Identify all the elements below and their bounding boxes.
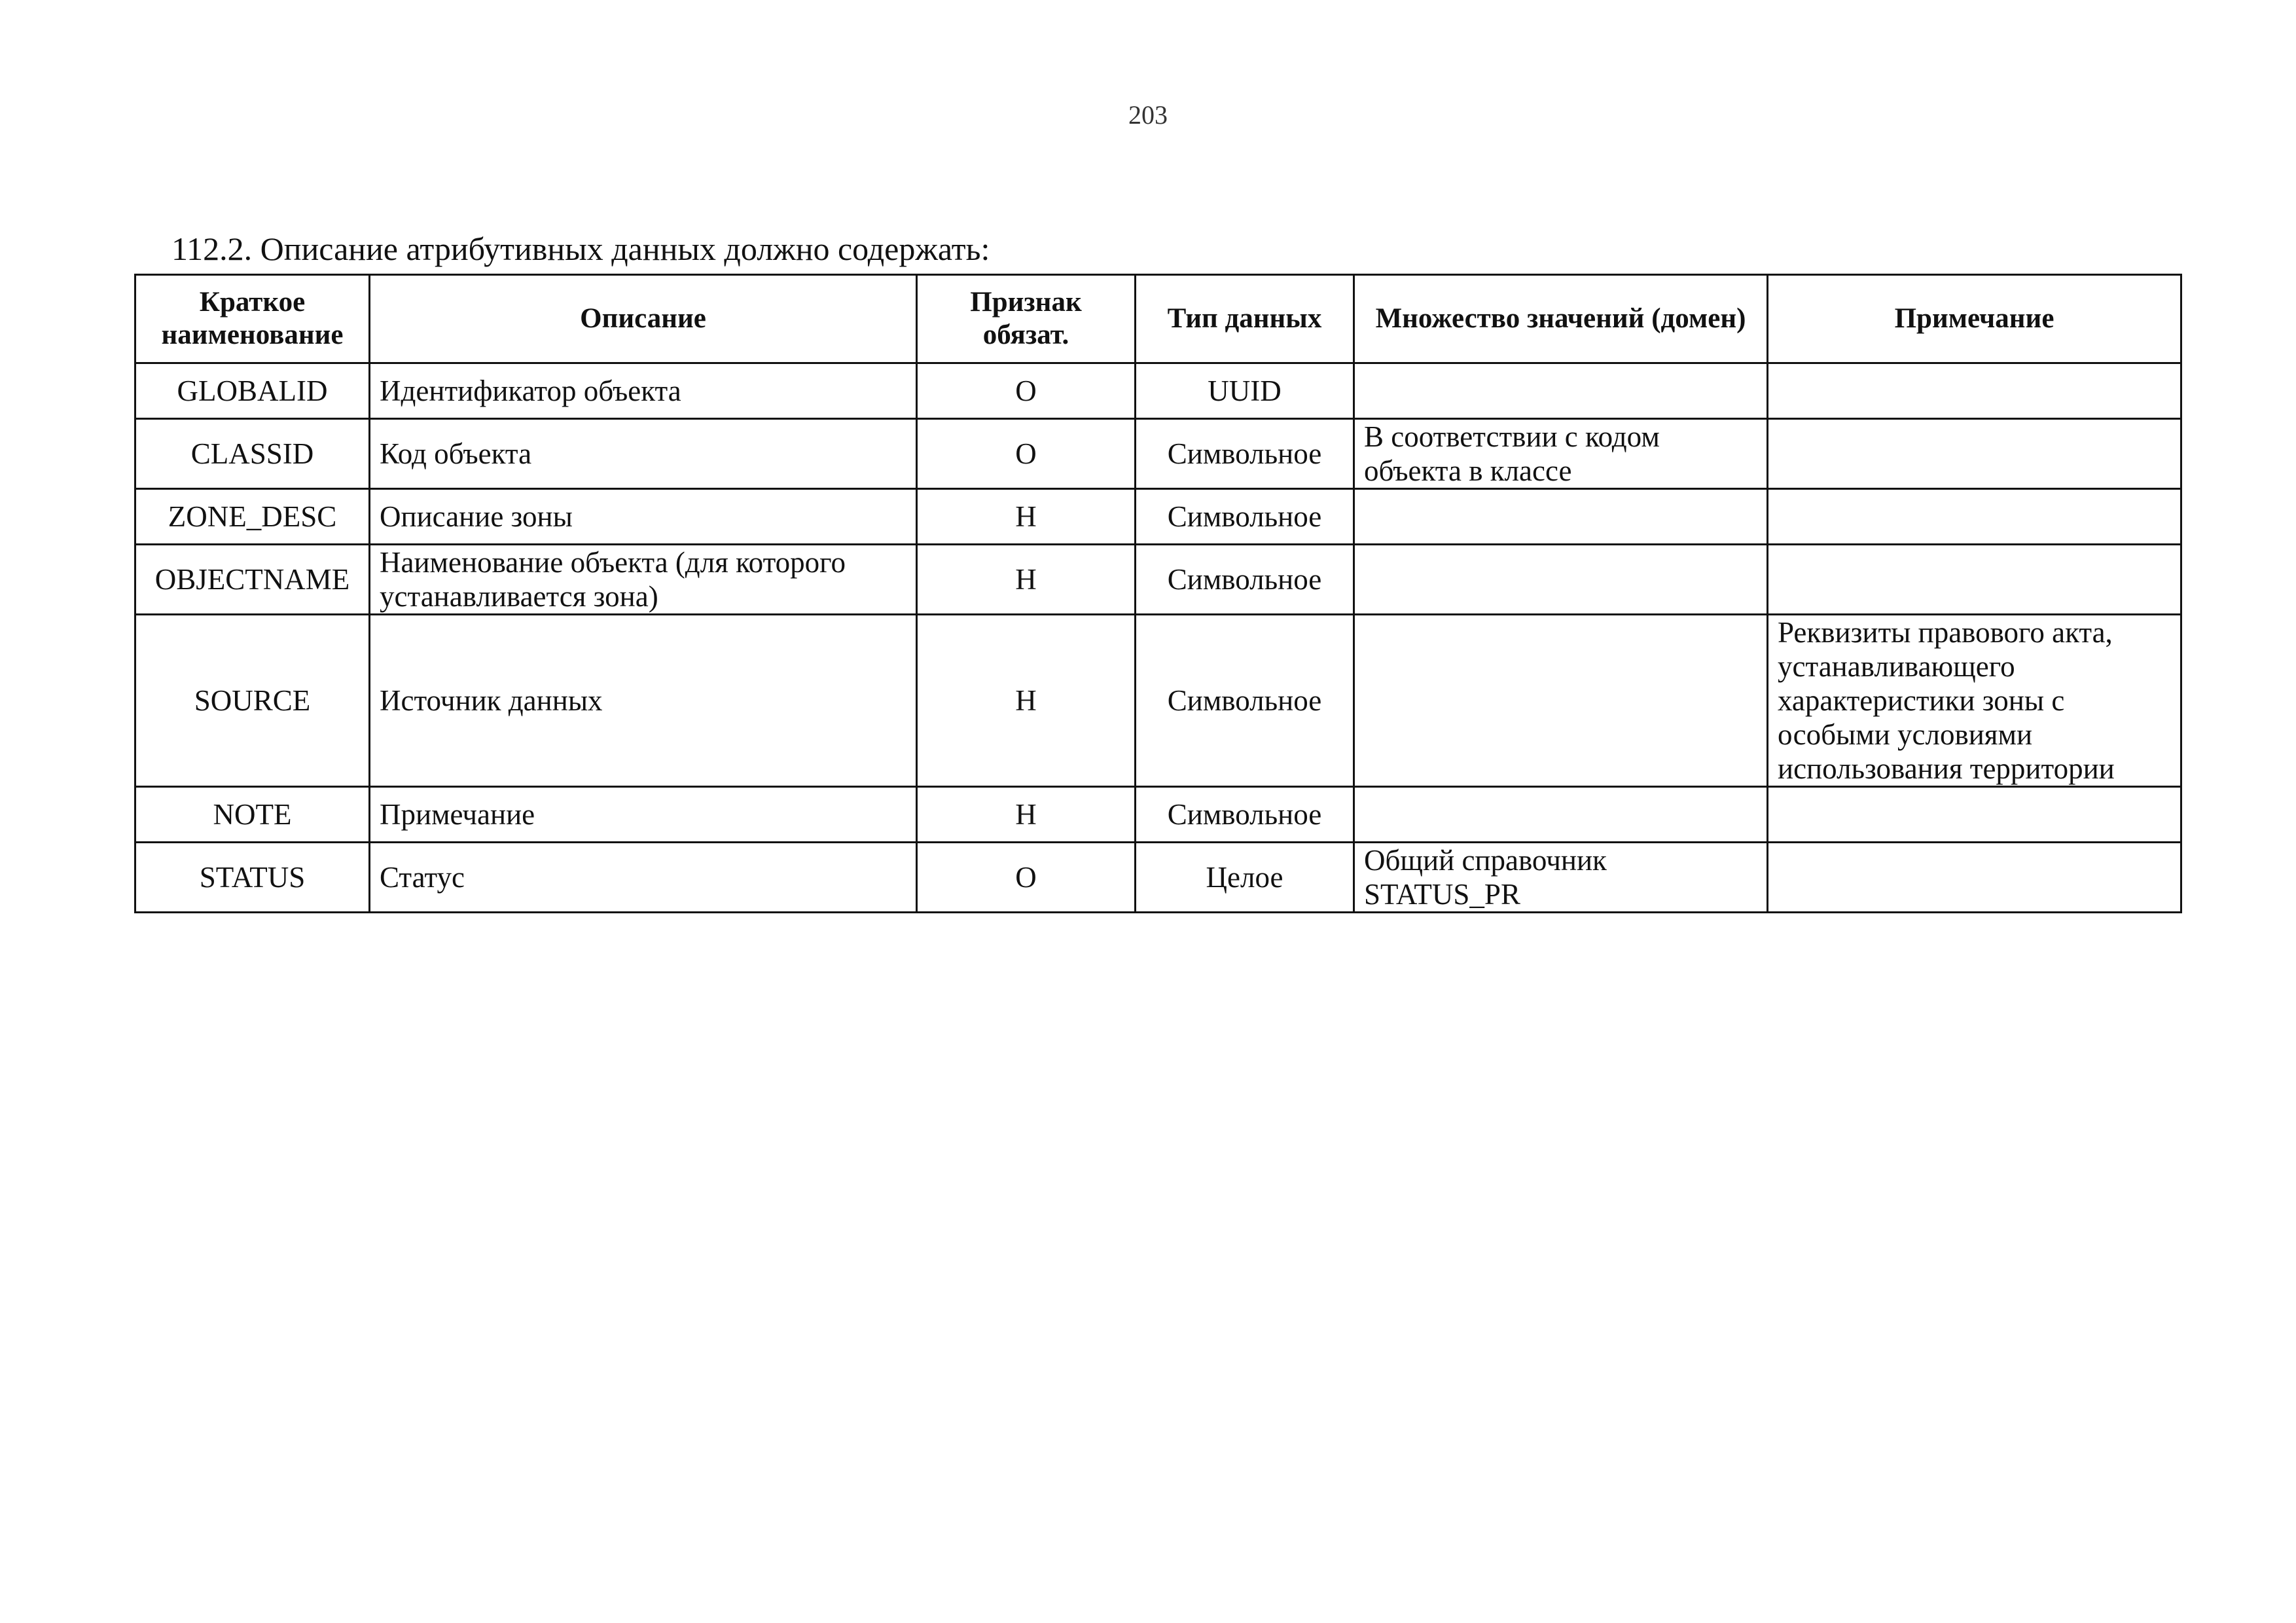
cell-short-name: SOURCE xyxy=(135,615,370,787)
cell-required: Н xyxy=(917,787,1136,843)
header-data-type: Тип данных xyxy=(1136,275,1354,363)
cell-description: Идентификатор объекта xyxy=(370,363,917,419)
cell-short-name: GLOBALID xyxy=(135,363,370,419)
cell-data-type: Целое xyxy=(1136,843,1354,913)
header-required: Признак обязат. xyxy=(917,275,1136,363)
cell-data-type: Символьное xyxy=(1136,545,1354,615)
header-domain: Множество значений (домен) xyxy=(1354,275,1768,363)
cell-description: Описание зоны xyxy=(370,489,917,545)
cell-note xyxy=(1768,545,2181,615)
cell-domain xyxy=(1354,615,1768,787)
cell-required: Н xyxy=(917,545,1136,615)
cell-note xyxy=(1768,363,2181,419)
cell-required: О xyxy=(917,843,1136,913)
cell-data-type: Символьное xyxy=(1136,787,1354,843)
table-header-row xyxy=(135,275,2181,363)
cell-data-type: Символьное xyxy=(1136,615,1354,787)
cell-domain xyxy=(1354,787,1768,843)
cell-domain xyxy=(1354,545,1768,615)
header-description: Описание xyxy=(370,275,917,363)
cell-required: О xyxy=(917,363,1136,419)
cell-short-name: NOTE xyxy=(135,787,370,843)
cell-description: Наименование объекта (для которого устанавливается зона) xyxy=(370,545,917,615)
cell-description: Примечание xyxy=(370,787,917,843)
cell-short-name: OBJECTNAME xyxy=(135,545,370,615)
cell-required: Н xyxy=(917,489,1136,545)
cell-domain: В соответствии с кодом объекта в классе xyxy=(1354,419,1768,489)
cell-description: Источник данных xyxy=(370,615,917,787)
cell-data-type: Символьное xyxy=(1136,419,1354,489)
cell-short-name: STATUS xyxy=(135,843,370,913)
cell-domain xyxy=(1354,363,1768,419)
cell-note xyxy=(1768,787,2181,843)
cell-note xyxy=(1768,419,2181,489)
table-row xyxy=(135,787,2181,843)
cell-note: Реквизиты правового акта, устанавливающего характеристики зоны с особыми условиями использования территории xyxy=(1768,615,2181,787)
cell-description: Код объекта xyxy=(370,419,917,489)
cell-short-name: ZONE_DESC xyxy=(135,489,370,545)
table-row xyxy=(135,489,2181,545)
table-row xyxy=(135,545,2181,615)
table-row xyxy=(135,419,2181,489)
table-row xyxy=(135,615,2181,787)
cell-description: Статус xyxy=(370,843,917,913)
table-row xyxy=(135,843,2181,913)
cell-domain xyxy=(1354,489,1768,545)
cell-note xyxy=(1768,489,2181,545)
section-heading: 112.2. Описание атрибутивных данных должно содержать: xyxy=(171,230,990,267)
cell-short-name: CLASSID xyxy=(135,419,370,489)
attribute-table xyxy=(134,274,2182,913)
cell-data-type: Символьное xyxy=(1136,489,1354,545)
header-short-name: Краткое наименование xyxy=(135,275,370,363)
cell-required: О xyxy=(917,419,1136,489)
cell-data-type: UUID xyxy=(1136,363,1354,419)
cell-domain: Общий справочник STATUS_PR xyxy=(1354,843,1768,913)
cell-note xyxy=(1768,843,2181,913)
table-row xyxy=(135,363,2181,419)
page-number: 203 xyxy=(1128,100,1168,130)
cell-required: Н xyxy=(917,615,1136,787)
header-note: Примечание xyxy=(1768,275,2181,363)
